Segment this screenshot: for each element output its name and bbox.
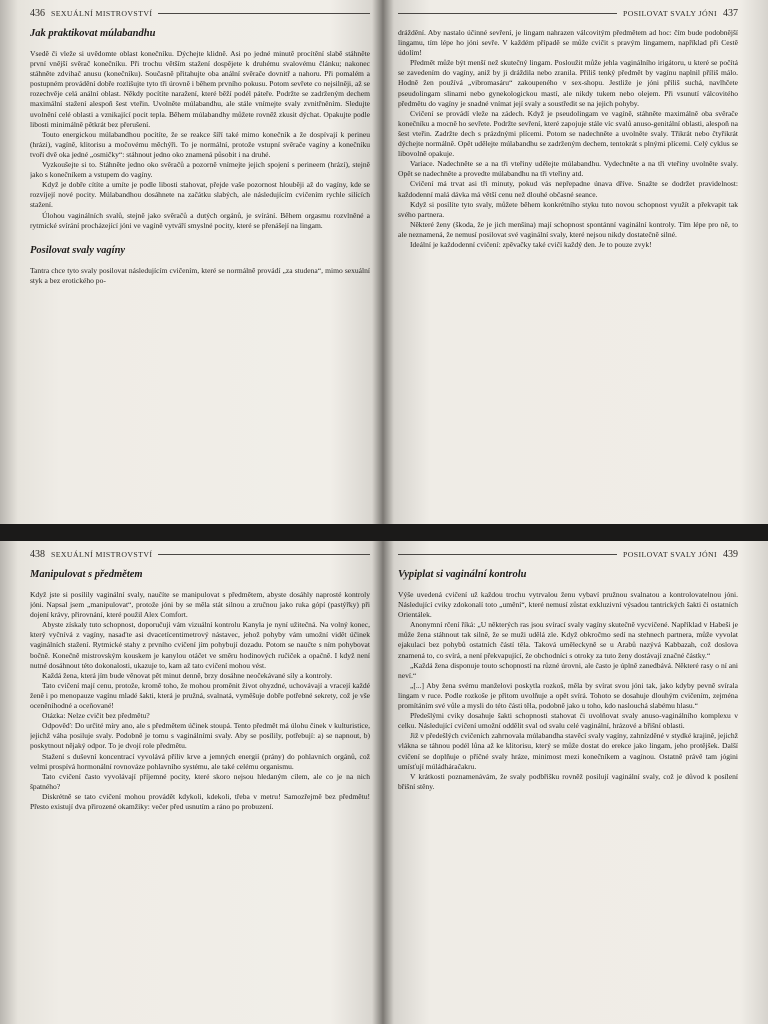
- section-title: Posilovat svaly vagíny: [30, 244, 126, 256]
- header-rule: [398, 554, 617, 555]
- paragraph: Vsedě či vleže si uvědomte oblast konečníku. Dýchejte klidně. Asi po jedné minutě procítění slabě stáhněte první vnější svěrač konečníku. Při trochu větším stažení dospějete k druhému svalovému článku; nakonec stáhněte zdvihač anusu (konečníku). Současně přitahujte oba anální svěrače dovnitř a nahoru. Při pomalém a postupném provádění dobře rozlišujte tyto tři úrovně i během prvního pokusu. Potom sevřete co nejsilněji, až se rozechvěje celá anální oblast. Někdy pocítíte naražení, které běží podél páteře. Podržte se zadrženým dechem maximální stažení alespoň šest vteřin. Uvolněte múlabandhu, ale stále vnímejte svaly zvnitřněním. Sledujte uvolnění celé oblasti a vznikající pocit tepla. Během múlabandhy můžete rovněž zkusit dýchat. Opakujte podle libosti minimálně pětkrát bez přerušení.: [30, 49, 370, 129]
- page-header: [398, 4, 738, 22]
- paragraph: Když si posílíte tyto svaly, můžete během konkrétního styku tuto novou schopnost využít a překvapit tak svého partnera.: [398, 199, 738, 219]
- paragraph: Touto energickou múlabandhou pocítíte, že se reakce šíří také mimo konečník a že dospívají k perineu (hrázi), vagíně, klitorisu a močovému měchýři. To je normální, protože vstupní svěrače vagíny a konečníku tvoří dvě oka jedné „osmičky“: stáhnout jedno oko znamená působit i na druhé.: [30, 129, 370, 159]
- running-title: POSILOVAT SVALY JÓNI: [622, 549, 717, 559]
- paragraph: V krátkosti poznamenávám, že svaly podbřišku rovněž posilují vaginální svaly, což je důvod k posílení břišní stěny.: [398, 771, 738, 791]
- page-header: [30, 4, 370, 22]
- paragraph: Variace. Nadechněte se a na tři vteřiny udělejte múlabandhu. Vydechněte a na tři vteřiny uvolněte svaly. Opět se nadechněte a provedte múlabandhu na tři vteřiny atd.: [398, 159, 738, 179]
- running-title: POSILOVAT SVALY JÓNI: [622, 8, 717, 18]
- page-436: [30, 4, 370, 522]
- paragraph: dráždění. Aby nastalo účinné sevření, je lingam nahrazen válcovitým předmětem ad hoc: čím bude podobnější lingamu, tím lépe ho jóni sevře. V každém případě se může cvičit s pravým lingamem, například při Cestě údolím!: [398, 28, 738, 58]
- paragraph: Již v předešlých cvičeních zahrnovala múlabandha stavěcí svaly vagíny, zahnízděné v stydké krajině, jejichž vlákna se táhnou podél lůna až ke klitorisu, který se může dostat do erekce jako lingam, jeho protějšek. Další cvičení se doplňuje o příčné svaly hráze, minimost mezi konečníkem a vagínou. Ostatně právě tam jógini umísťují múládháračakru.: [398, 731, 738, 771]
- paragraph: Když je dobře cítíte a umíte je podle libosti stahovat, přejde vaše pozornost hlouběji až do vagíny, kde se rozvíjejí nové pocity. Múlabandhou dosáhnete na začátku slabých, ale následujícím cvičením rychle silících stažení.: [30, 180, 370, 210]
- page-header: [30, 545, 370, 563]
- paragraph: Cvičení má trvat asi tři minuty, pokud vás nepřepadne únava dříve. Snažte se dodržet pravidelnost: každodenní malá dávka má větší cenu než dlouhé občasné seance.: [398, 179, 738, 199]
- paragraph: Předešlými cviky dosahuje šakti schopnosti stahovat či uvolňovat svaly anuso-vaginálního komplexu v celku. Následující cvičení umožní oddělit sval od svalu celé vaginální, hrázové a břišní oblasti.: [398, 711, 738, 731]
- page-438: [30, 545, 370, 1021]
- page-439: [398, 545, 738, 1021]
- paragraph: „[...] Aby žena svému manželovi poskytla rozkoš, měla by svírat svou jóni tak, jako kdyby pevně svírala lingam v ruce. Podle rozkoše je přitom uvolňuje a opět svírá. Tohoto se dosahuje dlouhým cvičením, zejména promítáním své vůle a mysli do této části těla, podobně jako u toho, kdo naslouchá slabému hlasu.“: [398, 680, 738, 711]
- paragraph: Ideální je každodenní cvičení: zpěvačky také cvičí každý den. Je to pouze zvyk!: [410, 239, 652, 249]
- paragraph: Vyzkoušejte si to. Stáhněte jedno oko svěračů a pozorně vnímejte jejich spojení s perineem (hrází), stejně jako s konečníkem a vstupem do vagíny.: [30, 160, 370, 180]
- header-rule: [398, 13, 617, 14]
- paragraph: „Každá žena disponuje touto schopností na různé úrovni, ale často je úplně zanedbává. Některé rasy o ní ani neví.“: [398, 660, 738, 680]
- page-number: 439: [723, 548, 738, 560]
- page-number: 437: [723, 7, 738, 19]
- paragraph: Výše uvedená cvičení už každou trochu vytrvalou ženu vybaví pružnou svalnatou a kontrolovatelnou jóni. Následující cviky zdokonalí toto „umění“, které nemusí zůstat exkluzivní výsadou tantrických šakti či ostatních Orientálek.: [398, 590, 738, 620]
- paragraph: Otázka: Nelze cvičit bez předmětu?: [42, 711, 150, 721]
- section-title: Manipulovat s předmětem: [30, 569, 143, 580]
- paragraph: Předmět může být menší než skutečný lingam. Posloužit může jehla vaginálního irigátoru, u které se počítá se zavedením do vagíny, aniž by ji dráždila nebo zranila. Příliš tenký předmět by vagínu naplnil příliš málo. Hodně žen používá „vibromasáru“ zakoupeného v sex-shopu. Jestliže je jóni příliš suchá, navlhčete pseudolingam slinami nebo gynekologickou mastí, ale nikdy tukem nebo olejem. Při vsunutí válcovitého předmětu do vagíny je snadné vnímat její svaly a soustředit se na jejich pohyby.: [398, 58, 738, 108]
- paragraph: Odpověď: Do určité míry ano, ale s předmětem účinek stoupá. Tento předmět má úlohu činek v kulturistice, jejichž váha posiluje svaly. Podobně je tomu s vaginálními svaly. Aby se posílily, potřebují: a) se napnout, b) poskytnout nějaký odpor. To je dvojí role předmětu.: [30, 721, 370, 751]
- header-rule: [158, 554, 370, 555]
- paragraph: Tato cvičení mají cenu, protože, kromě toho, že mohou proměnit život ohyzdné, uchovávají a vracejí každé ženě i po menopauze vagínu mladé šakti, která je pružná, svalnatá, vyměšuje dobře potřebné sekrety, což je vše oceněníhodné a oceňované!: [30, 680, 370, 711]
- paragraph: Tato cvičení často vyvolávají příjemné pocity, které skoro nejsou hledaným cílem, ale co je na nich špatného?: [30, 771, 370, 791]
- paragraph: Cvičení se provádí vleže na zádech. Když je pseudolingam ve vagíně, stáhněte maximálně oba svěrače konečníku a mocně ho sevřete. Podržte sevření, které zapojuje stále víc svalů anuso-genitální oblasti, alespoň na šest vteřin. Zadržte dech s prázdnými plícemi. Potom se nadechněte a uvolněte svaly. Třikrát nebo čtyřikrát dýchejte normálně. Opět udělejte múlabandhu se zadrženým dechem, tentokrát s plnými plícemi. Celý cyklus se libovolně opakuje.: [398, 108, 738, 159]
- paragraph: Abyste získaly tuto schopnost, doporučuji vám vizuální kontrolu Kanyla je nyní užitečná. Na volný konec, který vyčnívá z vagíny, nasaďte asi dvacetícentimetrový nástavec, jehož pohyby vám umožní vidět účinek vaginálních stažení. Rytmické stahy z prvního cvičení jím pohybují dozadu. Potom se naučte s ním pohybovat bočně. Konečně mistrovským kouskem je kanylou otáčet ve směru hodinových ručiček a opačně. I když není nutné dosáhnout této dokonalosti, ukazuje to, kam až tato cvičení mohou vést.: [30, 620, 370, 670]
- scan-divider: [0, 524, 768, 541]
- section-title: Jak praktikovat múlabandhu: [30, 28, 156, 39]
- running-title: SEXUÁLNÍ MISTROVSTVÍ: [51, 8, 153, 18]
- section-title: Vypiplat si vaginální kontrolu: [398, 569, 527, 580]
- running-title: SEXUÁLNÍ MISTROVSTVÍ: [51, 549, 153, 559]
- paragraph: Když jste si posílily vaginální svaly, naučíte se manipulovat s předmětem, abyste dosáhly naprosté kontroly jóni. Napsal jsem „manipulovat“, protože jóni by se měla stát silnou a zručnou jako ruka gópí (pastýřky) při dojení krávy, přirovnání, které použil Alex Comfort.: [30, 590, 370, 620]
- paragraph: Anonymní rčení říká: „U některých ras jsou svírací svaly vagíny skutečně vycvičené. Například v Habeši je může žena stáhnout tak silně, že se muži udělá zle. Když obkročmo sedí na stehnech partnera, může vyvolat ejakulaci bez pohybů ostatních částí těla. Taková uměleckyně se u Arabů nazývá Kabbazah, což doslova znamená to, co svírá, a není překvapující, že obchodníci s otroky za tuto ženy dostávají značné částky.“: [398, 620, 738, 660]
- paragraph: Úlohou vaginálních svalů, stejně jako svěračů a dutých orgánů, je svírání. Během orgasmu rozvlněné a rytmické svírání procházející jóni ve vagíně vytváří smyslné pocity, které se přenášejí na lingam.: [30, 210, 370, 230]
- paragraph: Diskrétně se tato cvičení mohou provádět kdykoli, kdekoli, třeba v metru! Samozřejmě bez předmětu! Přesto existují dva přirozené okamžiky: večer před usnutím a ráno po probuzení.: [30, 791, 370, 811]
- page-437: [398, 4, 738, 522]
- page-header: [398, 545, 738, 563]
- header-rule: [158, 13, 370, 14]
- paragraph: Tantra chce tyto svaly posilovat následujícím cvičením, které se normálně provádí „za studena“, mimo sexuální styk a bez erotického po-: [30, 265, 370, 285]
- page-number: 438: [30, 548, 45, 560]
- paragraph: Každá žena, která jím bude věnovat pět minut denně, brzy dosáhne neočekávané síly a kontroly.: [42, 670, 333, 680]
- bottom-book-spread: [0, 541, 768, 1024]
- paragraph: Stažení s duševní koncentrací vyvolává příliv krve a jemných energií (prány) do pohlavních orgánů, což velmi prospívá hormonální rovnováze pohlavního systému, ale také celému organismu.: [30, 751, 370, 771]
- page-number: 436: [30, 7, 45, 19]
- paragraph: Některé ženy (škoda, že je jich menšina) mají schopnost spontánní vaginální kontroly. Tím lépe pro ně, to ale neznamená, že nemusí posilovat své vaginální svaly, které nejsou nikdy dostatečně silné.: [398, 219, 738, 239]
